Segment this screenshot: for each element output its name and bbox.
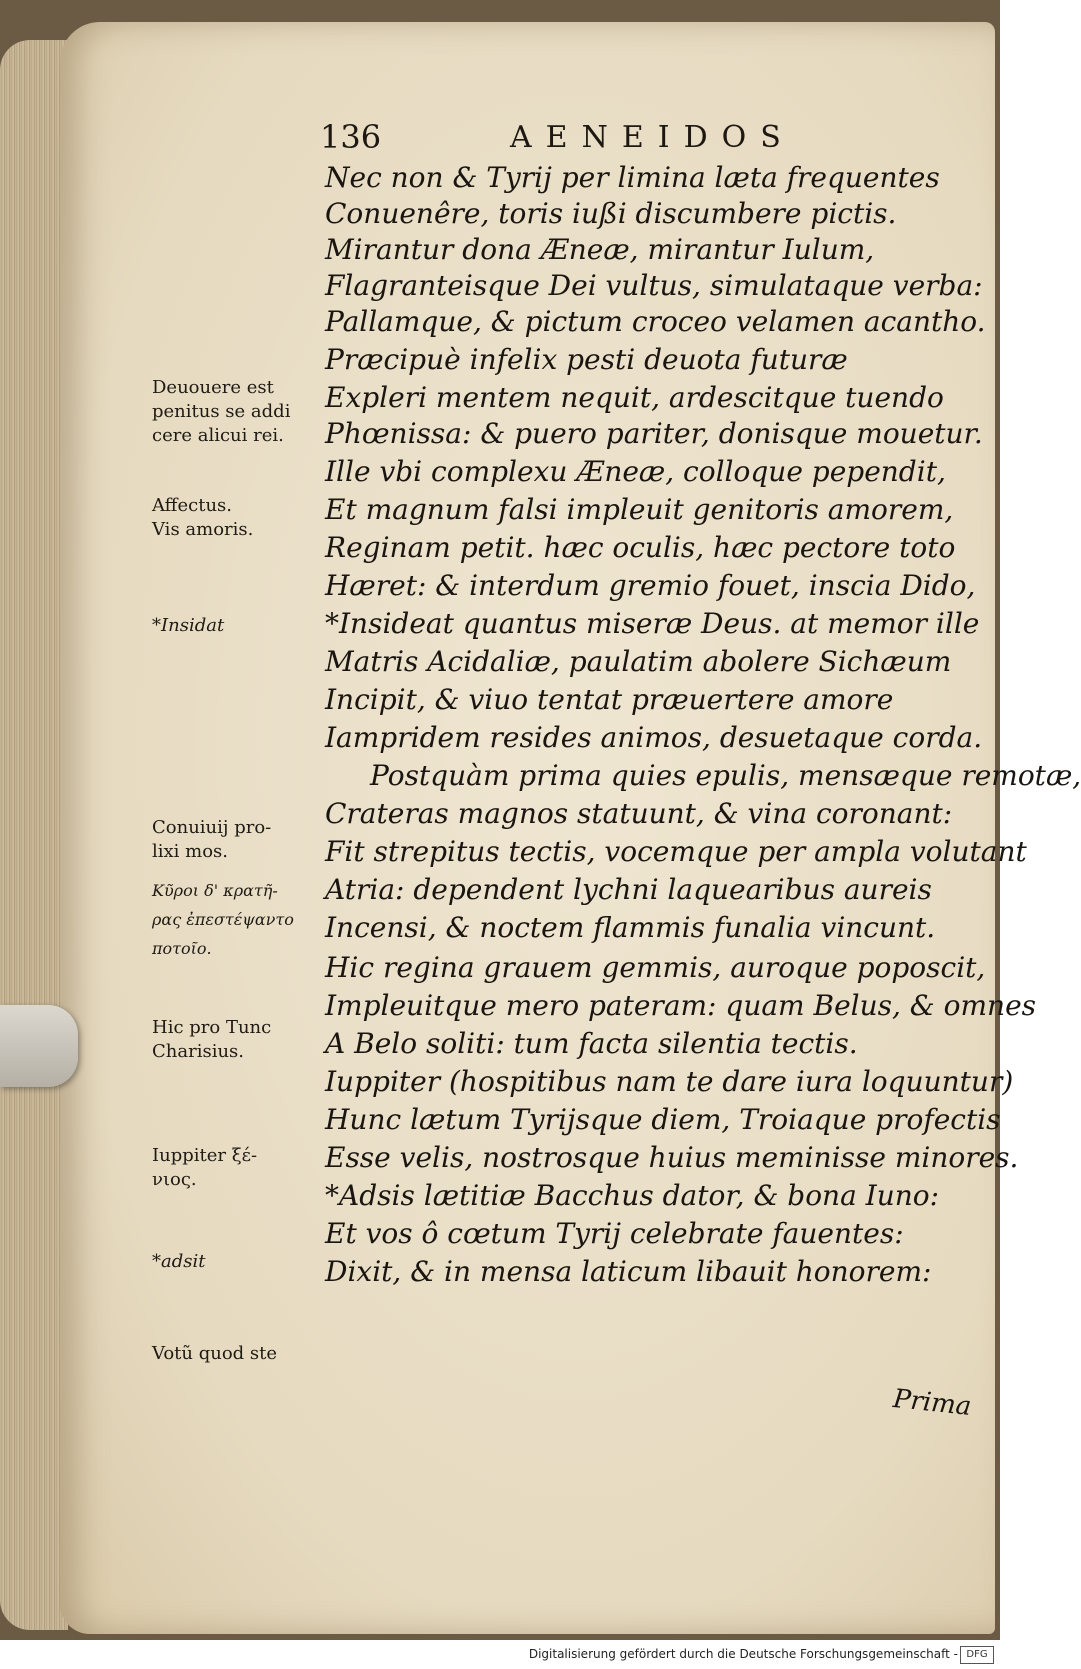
note-line: *adsit bbox=[152, 1251, 206, 1272]
verse-line: Impleuitque mero pateram: quam Belus, & omnes bbox=[325, 989, 1037, 1022]
verse-line: Matris Acidaliæ, paulatim abolere Sichæum bbox=[325, 645, 952, 678]
verse-line: Conuenêre, toris iußi discumbere pictis. bbox=[325, 197, 897, 230]
note-line: Affectus. bbox=[152, 495, 232, 516]
note-line: *Insidat bbox=[152, 615, 225, 636]
marginal-note-adsit bbox=[152, 1250, 312, 1274]
note-line: Iuppiter ξέ- bbox=[152, 1145, 258, 1166]
note-line: Vis amoris. bbox=[152, 519, 254, 540]
verse-line: Iuppiter (hospitibus nam te dare iura loquuntur) bbox=[325, 1065, 1014, 1098]
verse-line: Hunc lætum Tyrijsque diem, Troiaque profectis bbox=[325, 1103, 1001, 1136]
verse-line: Præcipuè infelix pesti deuota futuræ bbox=[325, 343, 848, 376]
note-line: ποτοῖο. bbox=[152, 939, 212, 958]
catchword: Prima bbox=[891, 1383, 973, 1423]
verse-line: Phœnissa: & puero pariter, donisque mouetur. bbox=[325, 417, 983, 450]
verse-line: Et magnum falsi impleuit genitoris amorem, bbox=[325, 493, 954, 526]
book-clasp bbox=[0, 1005, 78, 1087]
marginal-note-greek bbox=[152, 876, 312, 963]
verse-line: Iampridem resides animos, desuetaque corda. bbox=[325, 721, 983, 754]
marginal-note-votum bbox=[152, 1342, 312, 1366]
marginal-note-affectus bbox=[152, 494, 312, 542]
verse-line: Pallamque, & pictum croceo velamen acantho. bbox=[325, 305, 986, 338]
verse-line: Flagranteisque Dei vultus, simulataque verba: bbox=[325, 269, 983, 302]
verse-line: Et vos ô cœtum Tyrij celebrate fauentes: bbox=[325, 1217, 904, 1250]
note-line: Charisius. bbox=[152, 1041, 245, 1062]
verse-line: Expleri mentem nequit, ardescitque tuendo bbox=[325, 381, 944, 414]
note-line: νιος. bbox=[152, 1169, 197, 1190]
digitization-footer bbox=[0, 1640, 1000, 1669]
verse-line: Esse velis, nostrosque huius meminisse minores. bbox=[325, 1141, 1019, 1174]
note-line: Κῦροι δ' κρατῆ- bbox=[152, 881, 278, 900]
note-line: Votũ quod ste bbox=[152, 1343, 278, 1364]
page-header bbox=[320, 118, 820, 158]
page-number: 136 bbox=[320, 118, 382, 156]
verse-line: *Insideat quantus miseræ Deus. at memor ille bbox=[325, 607, 980, 640]
dfg-logo-icon: DFG bbox=[960, 1646, 994, 1664]
verse-line: Ille vbi complexu Æneæ, colloque pependit, bbox=[325, 455, 946, 488]
verse-line: Atria: dependent lychni laquearibus aureis bbox=[325, 873, 932, 906]
page-edges bbox=[0, 40, 68, 1630]
note-line: ρας ἐπεστέψαντο bbox=[152, 910, 294, 929]
verse-line: Postquàm prima quies epulis, mensæque remotæ, bbox=[370, 759, 1081, 792]
verse-line: Crateras magnos statuunt, & vina coronant: bbox=[325, 797, 953, 830]
verse-line: Nec non & Tyrij per limina læta frequentes bbox=[325, 161, 940, 194]
verse-line: Hæret: & interdum gremio fouet, inscia Dido, bbox=[325, 569, 976, 602]
verse-line: Hic regina grauem gemmis, auroque poposcit, bbox=[325, 951, 986, 984]
note-line: cere alicui rei. bbox=[152, 425, 284, 446]
verse-line: Dixit, & in mensa laticum libauit honorem: bbox=[325, 1255, 932, 1288]
verse-line: Incipit, & viuo tentat præuertere amore bbox=[325, 683, 894, 716]
marginal-note-insidat bbox=[152, 614, 312, 638]
marginal-note-hic bbox=[152, 1016, 312, 1064]
marginal-note-iuppiter bbox=[152, 1144, 312, 1192]
note-line: lixi mos. bbox=[152, 841, 229, 862]
verse-line: A Belo soliti: tum facta silentia tectis. bbox=[325, 1027, 858, 1060]
verse-line: Incensi, & noctem flammis funalia vincunt. bbox=[325, 911, 936, 944]
footer-credit: Digitalisierung gefördert durch die Deutsche Forschungsgemeinschaft - bbox=[528, 1647, 958, 1661]
verse-line: *Adsis lætitiæ Bacchus dator, & bona Iuno: bbox=[325, 1179, 940, 1212]
note-line: Conuiuij pro- bbox=[152, 817, 272, 838]
verse-line: Mirantur dona Æneæ, mirantur Iulum, bbox=[325, 233, 875, 266]
note-line: penitus se addi bbox=[152, 401, 291, 422]
marginal-note-conuiuij bbox=[152, 816, 312, 864]
verse-line: Fit strepitus tectis, vocemque per ampla volutant bbox=[325, 835, 1027, 868]
verse-line: Reginam petit. hæc oculis, hæc pectore toto bbox=[325, 531, 956, 564]
note-line: Hic pro Tunc bbox=[152, 1017, 272, 1038]
marginal-note-deuouere bbox=[152, 376, 312, 448]
running-head: AENEIDOS bbox=[510, 120, 795, 155]
note-line: Deuouere est bbox=[152, 377, 274, 398]
